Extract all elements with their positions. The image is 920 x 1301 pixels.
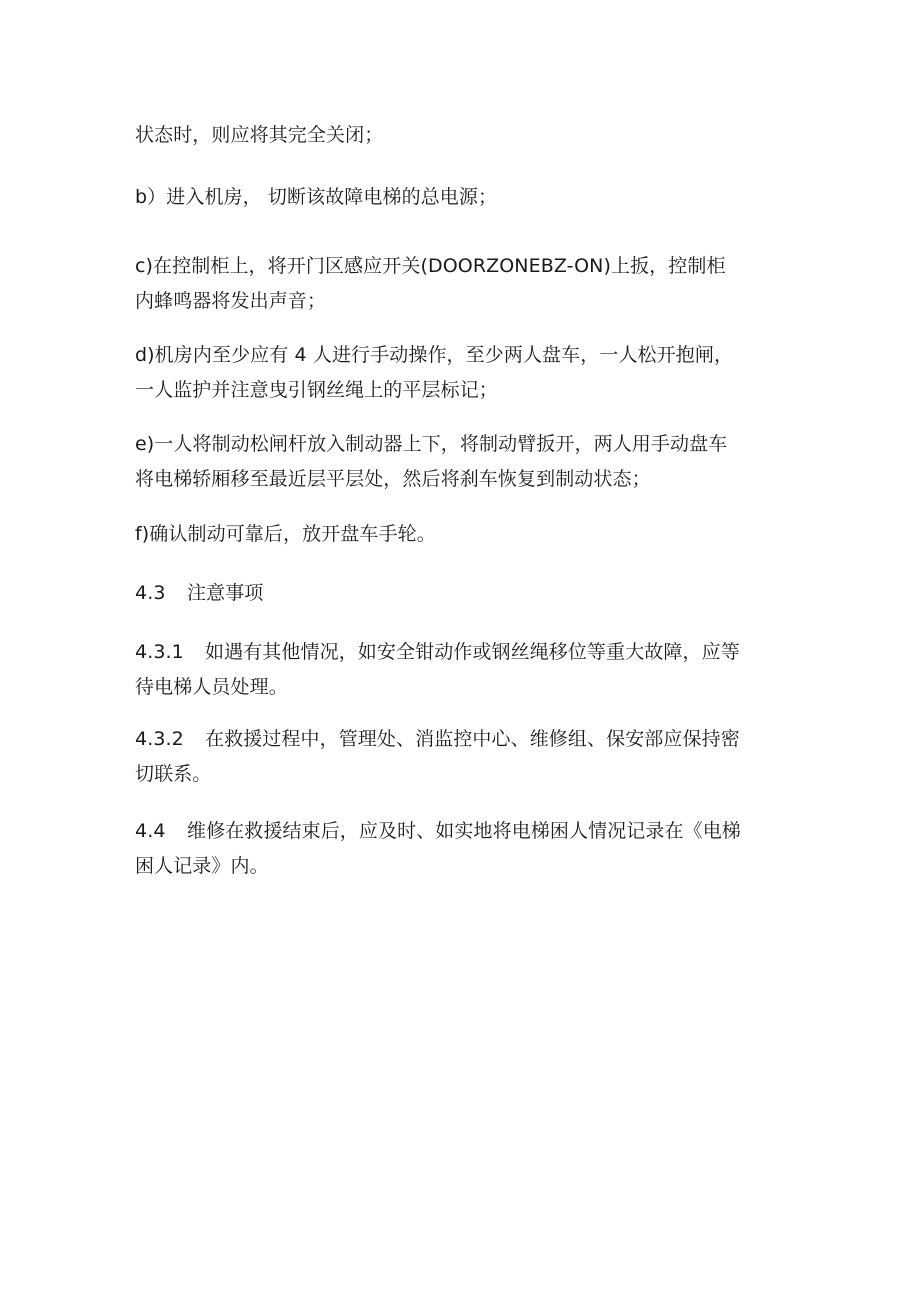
text-line: b）进入机房， 切断该故障电梯的总电源； (135, 186, 498, 208)
section-number: 4.3.2 (135, 728, 184, 750)
text-line: e)一人将制动松闸杆放入制动器上下，将制动臂扳开，两人用手动盘车 (135, 433, 728, 455)
paragraph-step-c (135, 249, 785, 319)
section-number: 4.4 (135, 820, 166, 842)
section-number: 4.3.1 (135, 641, 184, 663)
paragraph-step-e (135, 427, 785, 497)
paragraph-step-f (135, 517, 785, 552)
text-line: 状态时，则应将其完全关闭； (135, 124, 384, 146)
section-text: 维修在救援结束后，应及时、如实地将电梯困人情况记录在《电梯 (187, 820, 741, 842)
section-number: 4.3 (135, 582, 166, 604)
section-4-3-2 (135, 722, 785, 792)
section-text: 切联系。 (135, 763, 212, 785)
section-title: 注意事项 (187, 582, 264, 604)
text-line: d)机房内至少应有 4 人进行手动操作，至少两人盘车，一人松开抱闸， (135, 344, 734, 366)
text-line: 内蜂鸣器将发出声音； (135, 290, 327, 312)
paragraph-status-close (135, 118, 785, 153)
text-line: 将电梯轿厢移至最近层平层处，然后将刹车恢复到制动状态； (135, 468, 651, 490)
section-text: 困人记录》内。 (135, 855, 269, 877)
text-line: 一人监护并注意曳引钢丝绳上的平层标记； (135, 379, 498, 401)
section-text: 待电梯人员处理。 (135, 676, 288, 698)
section-4-4 (135, 814, 785, 884)
text-line: c)在控制柜上，将开门区感应开关(DOORZONEBZ-ON)上扳，控制柜 (135, 255, 726, 277)
text-line: f)确认制动可靠后，放开盘车手轮。 (135, 523, 436, 545)
paragraph-step-b (135, 180, 785, 215)
paragraph-step-d (135, 338, 785, 408)
section-text: 如遇有其他情况，如安全钳动作或钢丝绳移位等重大故障，应等 (205, 641, 740, 663)
section-4-3-1 (135, 635, 785, 705)
section-text: 在救援过程中，管理处、消监控中心、维修组、保安部应保持密 (205, 728, 740, 750)
section-heading-4-3 (135, 576, 785, 611)
